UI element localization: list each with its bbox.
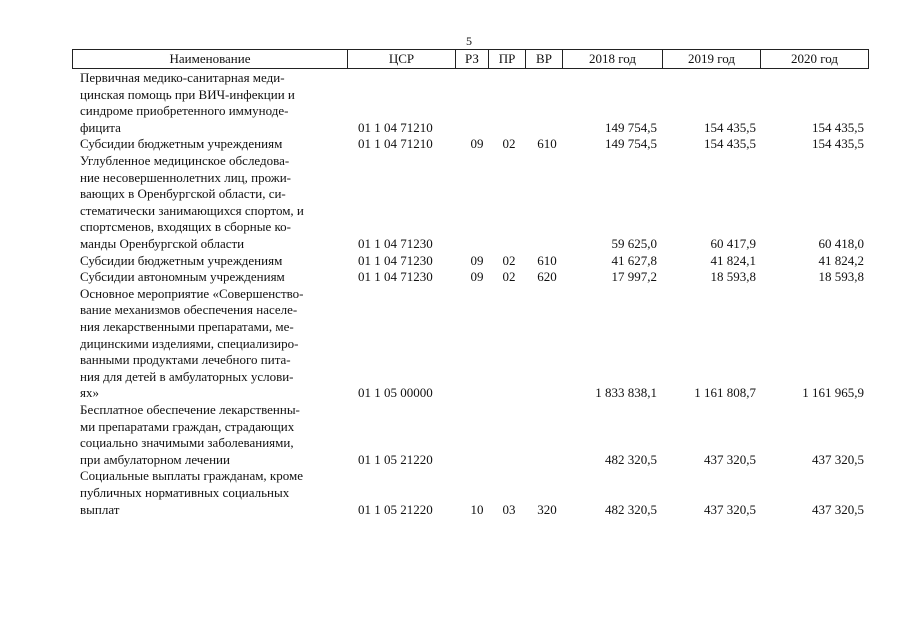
row-2019: 154 435,5 [704,136,756,152]
row-2020: 154 435,5 [812,136,864,152]
header-csr: ЦСР [347,50,455,68]
row-name-line: Социальные выплаты гражданам, кроме [80,468,303,484]
row-2018: 41 627,8 [611,252,657,268]
row-name-line: цинская помощь при ВИЧ-инфекции и [80,86,295,102]
row-name-line: синдроме приобретенного иммуноде- [80,103,289,119]
row-vr: 610 [537,136,557,152]
row-csr: 01 1 04 71230 [358,235,433,251]
row-2018: 482 320,5 [605,501,657,517]
table-row [0,269,905,286]
row-name [80,468,350,518]
row-name-line: ния для детей в амбулаторных услови- [80,368,294,384]
row-name [80,253,350,270]
header-vr: ВР [525,50,562,68]
row-2020: 41 824,2 [818,252,864,268]
row-pr: 02 [502,252,516,268]
row-name-line: публичных нормативных социальных [80,484,290,500]
row-2018: 149 754,5 [605,119,657,135]
row-2018: 149 754,5 [605,136,657,152]
row-name [80,286,350,402]
row-csr: 01 1 04 71230 [358,269,433,285]
row-name-line: при амбулаторном лечении [80,451,230,467]
row-csr: 01 1 04 71210 [358,119,433,135]
row-name-line: Углубленное медицинское обследова- [80,152,290,168]
header-pr: ПР [488,50,525,68]
page-number: 5 [466,34,472,48]
row-2018: 482 320,5 [605,451,657,467]
row-csr: 01 1 05 00000 [358,385,433,401]
row-csr: 01 1 04 71230 [358,252,433,268]
table-row [0,253,905,270]
row-name-line: Первичная медико-санитарная меди- [80,70,285,85]
row-name [80,402,350,468]
row-name-line: ях» [80,385,99,401]
table-row [0,153,905,253]
header-2020: 2020 год [760,50,869,68]
row-vr: 320 [537,501,557,517]
row-2019: 1 161 808,7 [694,385,756,401]
row-pr: 02 [502,136,516,152]
table-row [0,286,905,402]
row-2018: 17 997,2 [611,269,657,285]
row-2019: 18 593,8 [710,269,756,285]
row-2019: 60 417,9 [710,235,756,251]
row-name-line: вание механизмов обеспечения населе- [80,302,298,318]
header-2019: 2019 год [662,50,760,68]
row-name-line: Субсидии бюджетным учреждениям [80,252,283,268]
row-csr: 01 1 05 21220 [358,451,433,467]
row-name [80,136,350,153]
row-name-line: Субсидии автономным учреждениям [80,269,285,285]
row-2019: 41 824,1 [710,252,756,268]
row-2018: 59 625,0 [611,235,657,251]
row-name [80,269,350,286]
header-rz: РЗ [455,50,488,68]
row-name-line: ми препаратами граждан, страдающих [80,418,295,434]
row-name-line: стематически занимающихся спортом, и [80,202,304,218]
table-row [0,468,905,518]
row-name-line: дицинскими изделиями, специализиро- [80,335,299,351]
row-name-line: ванными продуктами лечебного пита- [80,352,291,368]
row-name-line: Субсидии бюджетным учреждениям [80,136,283,152]
row-vr: 620 [537,269,557,285]
table-row [0,402,905,468]
row-2020: 437 320,5 [812,501,864,517]
row-rz: 09 [470,269,484,285]
row-name-line: Бесплатное обеспечение лекарственны- [80,401,300,417]
row-name-line: ния лекарственными препаратами, ме- [80,318,294,334]
row-vr: 610 [537,252,557,268]
row-2018: 1 833 838,1 [595,385,657,401]
row-pr: 02 [502,269,516,285]
row-2019: 437 320,5 [704,451,756,467]
row-pr: 03 [502,501,516,517]
row-name-line: вающих в Оренбургской области, си- [80,186,286,202]
row-csr: 01 1 05 21220 [358,501,433,517]
row-name-line: ние несовершеннолетних лиц, прожи- [80,169,292,185]
row-rz: 09 [470,136,484,152]
table-row [0,70,905,136]
row-2020: 154 435,5 [812,119,864,135]
row-2019: 154 435,5 [704,119,756,135]
row-2019: 437 320,5 [704,501,756,517]
header-name: Наименование [72,50,347,68]
row-2020: 437 320,5 [812,451,864,467]
row-2020: 18 593,8 [818,269,864,285]
table-body [0,70,905,518]
row-2020: 1 161 965,9 [802,385,864,401]
row-2020: 60 418,0 [818,235,864,251]
row-rz: 10 [470,501,484,517]
table-header [72,49,869,69]
row-name-line: социально значимыми заболеваниями, [80,435,294,451]
table-row [0,136,905,153]
row-name [80,153,350,253]
header-2018: 2018 год [562,50,662,68]
row-csr: 01 1 04 71210 [358,136,433,152]
row-name-line: Основное мероприятие «Совершенство- [80,285,304,301]
row-name-line: выплат [80,501,120,517]
row-name-line: манды Оренбургской области [80,235,245,251]
row-name [80,70,350,136]
row-name-line: спортсменов, входящих в сборные ко- [80,219,291,235]
row-rz: 09 [470,252,484,268]
row-name-line: фицита [80,119,121,135]
